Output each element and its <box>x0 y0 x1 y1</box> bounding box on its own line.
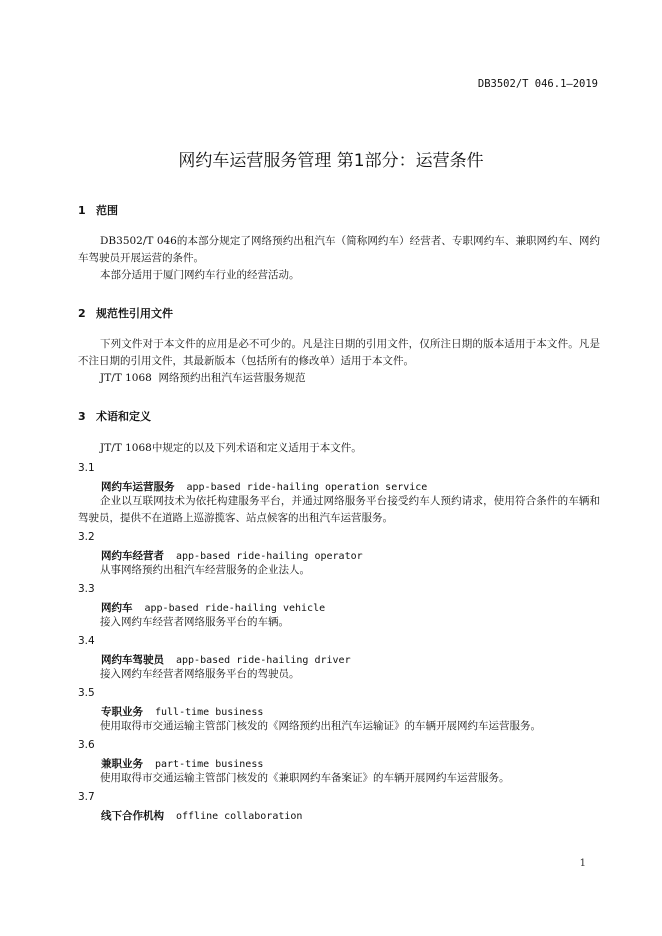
term-entry <box>101 756 263 771</box>
term-definition <box>78 770 600 787</box>
section-heading-3 <box>78 408 600 424</box>
paragraph: 本部分适用于厦门网约车行业的经营活动。 <box>100 269 300 281</box>
term-entry <box>101 808 302 823</box>
section-number: 1 <box>78 204 86 217</box>
term-number: 3.1 <box>78 462 95 474</box>
term-en: offline collaboration <box>176 811 303 822</box>
term-zh: 网约车经营者 <box>101 550 164 562</box>
term-number: 3.2 <box>78 531 95 543</box>
term-entry <box>101 704 263 719</box>
term-en: app-based ride-hailing operator <box>176 551 363 562</box>
term-en: full-time business <box>155 707 264 718</box>
section-title: 术语和定义 <box>96 410 151 423</box>
term-zh: 线下合作机构 <box>101 810 164 822</box>
section-body-1 <box>78 233 600 284</box>
term-number: 3.6 <box>78 739 95 751</box>
section-intro-3 <box>78 440 600 457</box>
term-number: 3.5 <box>78 687 95 699</box>
term-zh: 网约车运营服务 <box>101 481 175 493</box>
term-definition <box>78 614 600 631</box>
document-title: 网约车运营服务管理 第1部分：运营条件 <box>178 151 484 171</box>
section-heading-2 <box>78 305 600 321</box>
term-entry <box>101 600 325 615</box>
term-definition <box>78 493 600 527</box>
term-zh: 兼职业务 <box>101 758 143 770</box>
term-definition <box>78 666 600 683</box>
section-number: 2 <box>78 307 86 320</box>
section-body-2 <box>78 336 600 387</box>
term-zh: 专职业务 <box>101 706 143 718</box>
definition-text: 接入网约车经营者网络服务平台的驾驶员。 <box>100 668 300 680</box>
paragraph: JT/T 1068中规定的以及下列术语和定义适用于本文件。 <box>100 442 362 454</box>
term-entry <box>101 548 363 563</box>
definition-text: 从事网络预约出租汽车经营服务的企业法人。 <box>100 564 310 576</box>
term-entry <box>101 652 351 667</box>
term-number: 3.3 <box>78 583 95 595</box>
section-title: 规范性引用文件 <box>96 307 173 320</box>
term-en: app-based ride-hailing operation service <box>186 482 428 493</box>
paragraph: DB3502/T 046的本部分规定了网络预约出租汽车（简称网约车）经营者、专职网约车、兼职网约车、网约车驾驶员开展运营的条件。 <box>78 235 600 264</box>
term-definition <box>78 562 600 579</box>
term-entry <box>101 479 427 494</box>
definition-text: 使用取得市交通运输主管部门核发的《兼职网约车备案证》的车辆开展网约车运营服务。 <box>100 772 510 784</box>
term-zh: 网约车 <box>101 602 133 614</box>
document-code: DB3502/T 046.1—2019 <box>477 78 598 90</box>
term-zh: 网约车驾驶员 <box>101 654 164 666</box>
section-heading-1 <box>78 202 600 218</box>
term-number: 3.4 <box>78 635 95 647</box>
definition-text: 企业以互联网技术为依托构建服务平台，并通过网络服务平台接受约车人预约请求，使用符合条件的车辆和驾驶员，提供不在道路上巡游揽客、站点候客的出租汽车运营服务。 <box>78 495 600 524</box>
term-en: part-time business <box>155 759 264 770</box>
paragraph: 下列文件对于本文件的应用是必不可少的。凡是注日期的引用文件，仅所注日期的版本适用于本文件。凡是不注日期的引用文件，其最新版本（包括所有的修改单）适用于本文件。 <box>78 338 600 367</box>
page-number: 1 <box>579 858 586 869</box>
term-number: 3.7 <box>78 791 95 803</box>
term-en: app-based ride-hailing vehicle <box>144 603 326 614</box>
term-definition <box>78 718 600 735</box>
definition-text: 接入网约车经营者网络服务平台的车辆。 <box>100 616 289 628</box>
section-number: 3 <box>78 410 86 423</box>
definition-text: 使用取得市交通运输主管部门核发的《网络预约出租汽车运输证》的车辆开展网约车运营服务。 <box>100 720 541 732</box>
reference-item: JT/T 1068 网络预约出租汽车运营服务规范 <box>100 372 306 384</box>
section-title: 范围 <box>96 204 118 217</box>
term-en: app-based ride-hailing driver <box>176 655 351 666</box>
